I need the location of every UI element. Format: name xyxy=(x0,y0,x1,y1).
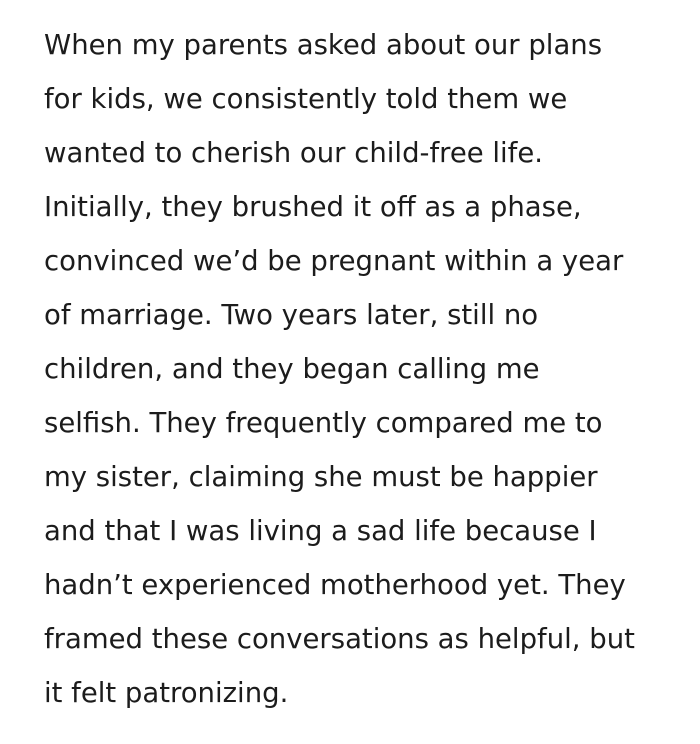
paragraph-line: hadn’t experienced motherhood yet. They xyxy=(44,569,626,601)
paragraph-line: wanted to cherish our child-free life. xyxy=(44,137,544,169)
paragraph-line: Initially, they brushed it off as a phase, xyxy=(44,191,582,223)
paragraph-line: selfish. They frequently compared me to xyxy=(44,407,603,439)
paragraph-line: framed these conversations as helpful, but xyxy=(44,623,635,655)
paragraph-line: my sister, claiming she must be happier xyxy=(44,461,598,493)
paragraph-line: it felt patronizing. xyxy=(44,677,289,709)
paragraph-line: for kids, we consistently told them we xyxy=(44,83,568,115)
paragraph-line: and that I was living a sad life because I xyxy=(44,515,597,547)
paragraph-line: convinced we’d be pregnant within a year xyxy=(44,245,624,277)
paragraph-line: children, and they began calling me xyxy=(44,353,540,385)
paragraph-line: of marriage. Two years later, still no xyxy=(44,299,539,331)
paragraph-line: When my parents asked about our plans xyxy=(44,29,603,61)
story-paragraph xyxy=(44,18,635,720)
